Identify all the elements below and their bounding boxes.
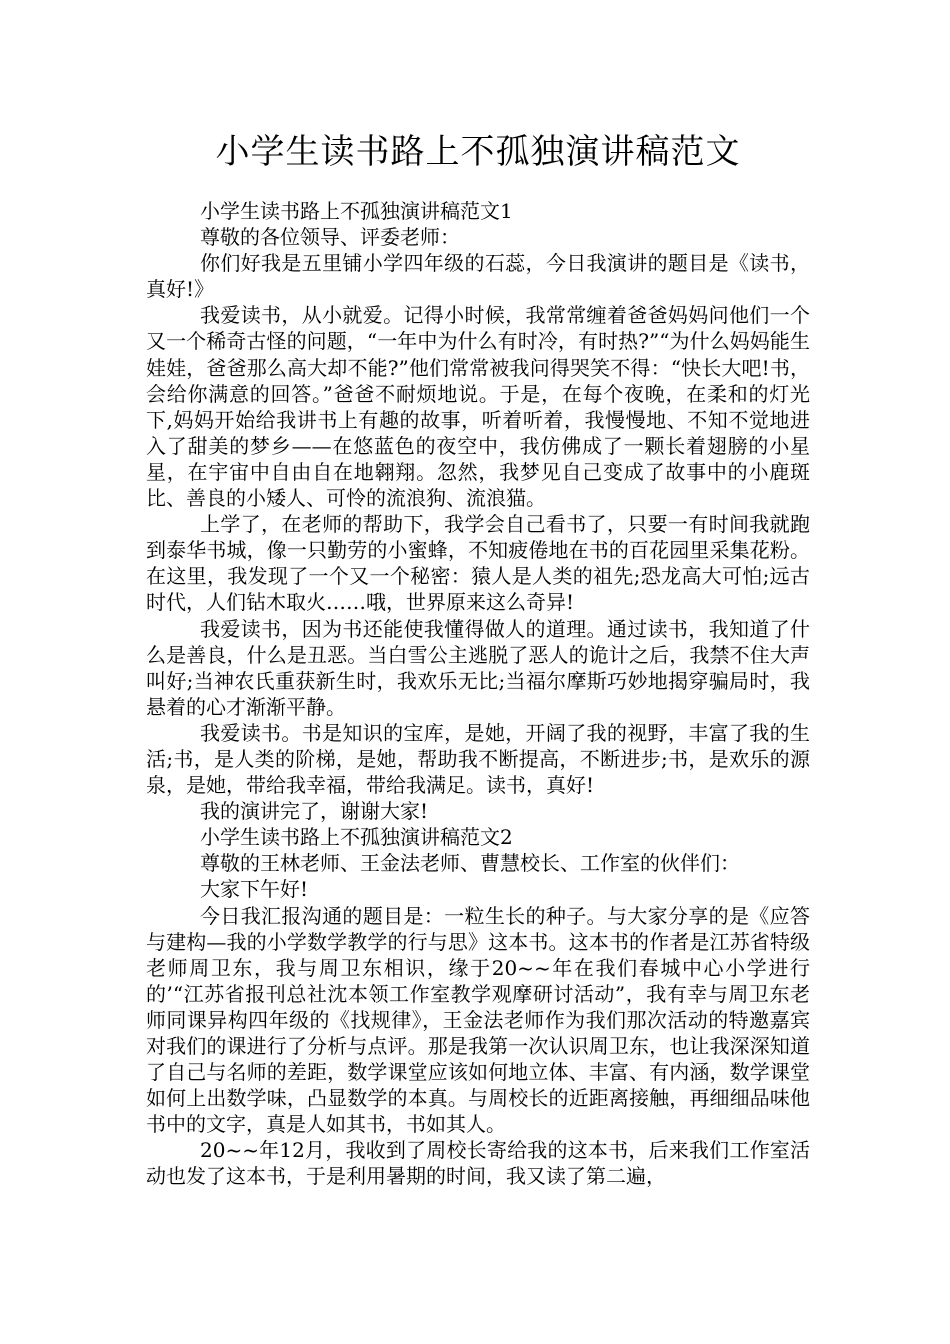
paragraph: 我爱读书，因为书还能使我懂得做人的道理。通过读书，我知道了什么是善良，什么是丑恶。当白雪公主逃脱了恶人的诡计之后，我禁不住大声叫好;当神农氏重获新生时，我欢乐无比;当福尔摩斯巧妙地揭穿骗局时，我悬着的心才渐渐平静。 [146,616,810,719]
paragraph: 大家下午好! [200,877,309,902]
paragraph: 20~~年12月，我收到了周校长寄给我的这本书，后来我们工作室活动也发了这本书，于是利用暑期的时间，我又读了第二遍， [146,1138,810,1189]
paragraph: 尊敬的各位领导、评委老师： [200,225,460,250]
paragraph: 小学生读书路上不孤独演讲稿范文2 [200,825,513,850]
paragraph: 我爱读书。书是知识的宝库，是她，开阔了我的视野，丰富了我的生活;书，是人类的阶梯，是她，帮助我不断提高，不断进步;书，是欢乐的源泉，是她，带给我幸福，带给我满足。读书，真好! [146,720,810,798]
paragraph: 你们好我是五里铺小学四年级的石蕊，今日我演讲的题目是《读书，真好!》 [146,251,810,302]
paragraph: 尊敬的王林老师、王金法老师、曹慧校长、工作室的伙伴们： [200,851,740,876]
document-body [146,198,810,1190]
document-title: 小学生读书路上不孤独演讲稿范文 [215,132,741,172]
paragraph: 今日我汇报沟通的题目是：一粒生长的种子。与大家分享的是《应答与建构—我的小学数学教学的行与思》这本书。这本书的作者是江苏省特级老师周卫东，我与周卫东相识，缘于20~~年在我们春城中心小学进行的’“江苏省报刊总社沈本领工作室教学观摩研讨活动”，我有幸与周卫东老师同课异构四年级的《找规律》，王金法老师作为我们那次活动的特邀嘉宾对我们的课进行了分析与点评。那是我第一次认识周卫东，也让我深深知道了自己与名师的差距，数学课堂应该如何地立体、丰富、有内涵，数学课堂如何上出数学味，凸显数学的本真。与周校长的近距离接触，再细细品味他书中的文字，真是人如其书，书如其人。 [146,903,810,1137]
paragraph: 上学了，在老师的帮助下，我学会自己看书了，只要一有时间我就跑到泰华书城，像一只勤劳的小蜜蜂，不知疲倦地在书的百花园里采集花粉。在这里，我发现了一个又一个秘密：猿人是人类的祖先;恐龙高大可怕;远古时代，人们钻木取火……哦，世界原来这么奇异! [146,512,810,615]
document-page [146,0,810,1190]
paragraph: 我的演讲完了，谢谢大家! [200,799,429,824]
paragraph: 我爱读书，从小就爱。记得小时候，我常常缠着爸爸妈妈问他们一个又一个稀奇古怪的问题，“一年中为什么有时冷，有时热?”“为什么妈妈能生娃娃，爸爸那么高大却不能?”他们常常被我问得哭笑不得：“快长大吧!书，会给你满意的回答。”爸爸不耐烦地说。于是，在每个夜晚，在柔和的灯光下,妈妈开始给我讲书上有趣的故事，听着听着，我慢慢地、不知不觉地进入了甜美的梦乡——在悠蓝色的夜空中，我仿佛成了一颗长着翅膀的小星星，在宇宙中自由自在地翱翔。忽然，我梦见自己变成了故事中的小鹿斑比、善良的小矮人、可怜的流浪狗、流浪猫。 [146,303,810,511]
paragraph: 小学生读书路上不孤独演讲稿范文1 [200,199,513,223]
